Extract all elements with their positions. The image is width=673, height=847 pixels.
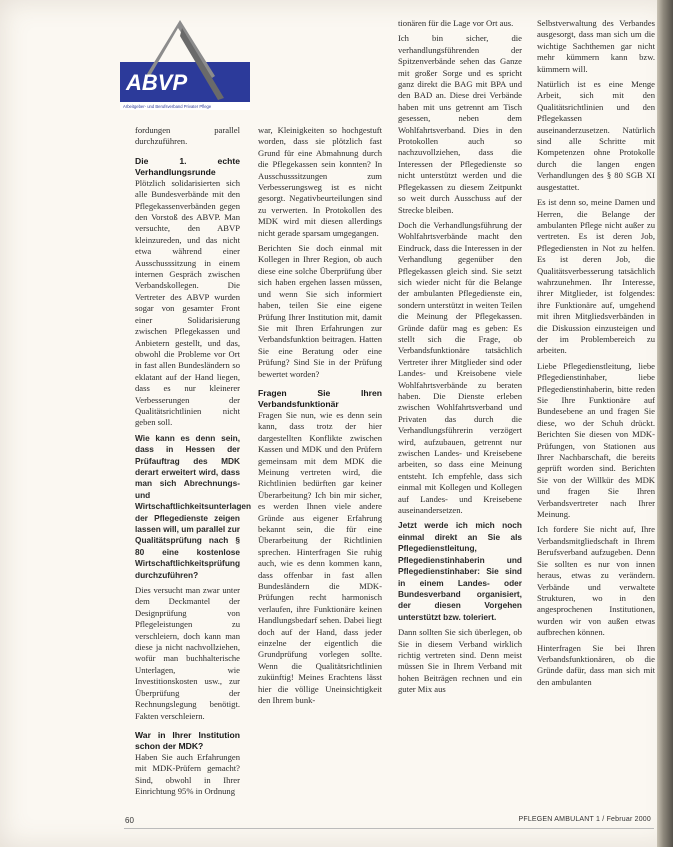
col1-heading-2: War in Ihrer Institution schon der MDK? [135,729,240,751]
col4-paragraph-3: Es ist denn so, meine Damen und Herren, die Belange der ambulanten Pflege nicht außer zu vertreten. Es ist deren Job, Pflegediensten in Not zu helfen. Es ist deren Job, die Qualitätsverbesserung tatsächlich wahrzunehmen. Ihr Interesse, ihrer Mitglieder, ist folgendes: ihre Funktionäre auf, umgehend mit ihren Mitgliedsverbänden in die Diskussion einzusteigen und der im Problembereich zu arbeiten. [537,197,655,356]
book-spine-shadow [657,0,673,847]
col1-intro: fordungen parallel durchzuführen. [135,125,240,147]
col4-paragraph-6: Hinterfragen Sie bei Ihren Verbandsfunktionären, ob die Gründe dafür, dass man sich mit den ambulanten [537,642,655,687]
page-number: 60 [125,816,134,825]
journal-footer: PFLEGEN AMBULANT 1 / Februar 2000 [518,816,651,823]
col3-bold-paragraph: Jetzt werde ich mich noch einmal direkt an Sie als Pflegedienstleitung, Pflegedienstinhaberin und Pflegedienstinhaber: Sie sind in einem Landes- oder Bundesverband organisiert, der diesen Vorgehen unterstützt bzw. toleriert. [398,520,522,622]
column-1 [135,125,252,815]
col3-paragraph-3: Doch die Verhandlungsführung der Wohlfahrtsverbände macht den Eindruck, dass die Interessen in der Verhandlung gegenüber den Pflegekassen gleich sind. Sie setzt sich wieder nicht für die Belange der ambulanten Pflegedienste ein, sondern unterstützt in weiten Teilen die Meinung der Pflegekassen. Gründe dafür mag es geben: Es stellt sich die Frage, ob Verbandsfunktionäre tatsächlich Vertreter ihrer Mitglieder sind oder Landes- und Kreisobene viele Wohlfahrtsverbände zu beraten haben. Die Dienste erleben zwischen Wohlfahrtsverband und Privaten das durch die Verhandlungsführerin verzögert wird, aufzubauen, getrennt nur zwischen Landes- und Kreisebene arbeiten, so dass eine Meinung entsteht. Ich empfehle, dass sich einmal mit Kollegen und Kollegen auf Landes- und Kreisebene auseinandersetzen. [398,219,522,516]
col4-paragraph-5: Ich fordere Sie nicht auf, Ihre Verbandsmitgliedschaft in Ihrem Berufsverband aufzugeben. Denn Sie sollten es nur von innen heraus, etwas zu verändern. Verbände und verwaltete Strukturen, wo in den angesprochenen Institutionen, wurden wir von außen etwas aufbrechen können. [537,524,655,638]
col3-paragraph-2: Ich bin sicher, die verhandlungsführenden der Spitzenverbände sehen das Ganze mit großer Sorge und es spricht ganz direkt die BAG mit BPA und den BAD an. Diese drei Verbände haben mit uns getrennt am Tisch gesessen, neben dem Wohlfahrtsverband. Dies in den Protokollen auch so nachzuvollziehen, dass die Interessen der Pflegedienste so nicht unterstützt werden und die Pflegekassen zu diesem Zeitpunkt so weit durch Ausschuss auf der Strecke bleiben. [398,33,522,215]
abvp-logo [120,14,250,124]
col4-paragraph-1: Selbstverwaltung des Verbandes ausgesorgt, dass man sich um die wichtige Sachthemen gar nicht mehr kümmern kann bzw. kümmern will. [537,18,655,74]
col2-paragraph-3: Fragen Sie nun, wie es denn sein kann, dass trotz der hier dargestellten Konflikte zwischen Kassen und MDK und den Prüfern gemeinsam mit dem MDK die Meinung vertreten wird, die Richtlinien bedürften gar keiner Überarbeitung? Ich bin mir sicher, es werden Ihnen viele andere Gründe aus eigener Erfahrung bekannt sein, die für eine Überarbeitung der Richtlinien sprechen. Hinterfragen Sie ruhig auch, wie es denn kommen kann, dass offenbar in fast allen Bundesländern die MDK-Prüfungen recht harmonisch verlaufen, ihre Funktionäre keinen Handlungsbedarf sehen. Dabei liegt doch auf der Hand, dass jeder einzelne der eigentlich die Grundprüfung vorlegen sollte. Wenn die Qualitätsrichtlinien zukünftig! Meines Erachtens lässt hier die völlige Uneinsichtigkeit den Ihrem bunk- [258,409,382,706]
column-2 [258,125,382,815]
col2-heading-1: Fragen Sie Ihren Verbandsfunktionär [258,387,382,409]
col3-paragraph-1: tionären für die Lage vor Ort aus. [398,18,514,28]
column-4 [537,18,655,815]
col2-paragraph-2: Berichten Sie doch einmal mit Kollegen in Ihrer Region, ob auch diese eine solche Überprüfung über sich haben ergehen lassen müssen, und wenn Sie sich informiert haben, teilen Sie eine eigene Prüfung Ihrer Institution mit, damit Sie mit Ihren Erfahrungen zur Verbandsfunktion beitragen. Hatten Sie eine Beratung oder eine Prüfung? Sind Sie in der Prüfung bewertet worden? [258,243,382,379]
footer-rule [124,828,654,829]
logo-text: ABVP [126,70,188,95]
col1-heading-1: Die 1. echte Verhandlungsrunde [135,155,240,177]
col1-paragraph-2: Dies versucht man zwar unter dem Deckmantel der Designprüfung von Pflegeleistungen zu verschleiern, doch kann man diese ja nicht nachvollziehen, wofür man buchhalterische Unterlagen, wie Investitionskosten usw., zur Überprüfung der Rechnungslegung benötigt. Fakten verschleiern. [135,585,240,721]
abvp-logo-graphic [120,14,250,124]
col1-paragraph-3: Haben Sie auch Erfahrungen mit MDK-Prüfern gemacht? Sind, obwohl in Ihrer Einrichtung 95% in Ordnung [135,751,240,797]
col1-bold-question-1: Wie kann es denn sein, dass in Hessen der Prüfauftrag des MDK derart erweitert wird, dass man sich Abrechnungs- und Wirtschaftlichkeitsunterlagen der Pflegedienste zeigen lassen will, um parallel zur Qualitätsprüfung nach § 80 eine kostenlose Wirtschaftlichkeitsprüfung durchzuführen? [135,432,252,580]
col4-paragraph-4: Liebe Pflegedienstleitung, liebe Pflegedienstinhaber, liebe Pflegedienstinhaberin, bitte reden Sie Ihre Funktionäre auf Bundesebene an und fragen Sie diese, wo der Schuh drückt. Berichten Sie diesen von MDK-Prüfungen, von Stationen aus Ihrer Nachbarschaft, die bereits geprüft worden sind. Berichten Sie von der Willkür des MDK und fragen Sie Ihren Verbandsvertreter nach Ihrer Meinung. [537,360,655,520]
col3-paragraph-4: Dann sollten Sie sich überlegen, ob Sie in diesem Verband wirklich richtig vertreten sind. Denn meist müssen Sie in Ihrem Verband mit hohen Beiträgen rechnen und ein guter Mix aus [398,627,522,695]
column-3 [398,18,522,815]
col2-paragraph-1: war, Kleinigkeiten so hochgestuft worden, dass sie plötzlich fast Grund für eine Abmahnung durch die Pflegekassen sein konnten? In Ausschusssitzungen zum Verbesserungsweg ist es nicht gesorgt. Negativbeurteilungen sind zu verwerten. In Protokollen des MDK wird mit diesen allerdings nicht gerade sparsam umgegangen. [258,125,382,238]
col4-paragraph-2: Natürlich ist es eine Menge Arbeit, sich mit den Qualitätsrichtlinien und den Pflegekassen auseinanderzusetzen. Natürlich sind alle Schritte mit Kompetenzen ohne Protokolle durch die langen engen Verhandlungen des § 80 SGB XI ausgestattet. [537,79,655,192]
col1-paragraph-1: Plötzlich solidarisierten sich alle Bundesverbände mit den Pflegekassenverbänden gegen den Vorstoß des ABVP. Man versuchte, den ABVP kleinzureden, und das nicht etwa während einer Ausschusssitzung in einem internen Gespräch zwischen Verbandskollegen. Die Vertreter des ABVP wurden sogar von gesamter Front einer Solidarisierung zwischen Pflegekassen und Anbietern gestellt, und das, obwohl die Probleme vor Ort in fast allen Bundesländern so eklatant auf der Hand liegen, dass es nur kleinerer Verbesserungen der Qualitätsrichtlinien nicht geben soll. [135,177,240,428]
logo-subtext: Arbeitgeber- und Berufsverband Privater Pflege [123,104,212,109]
